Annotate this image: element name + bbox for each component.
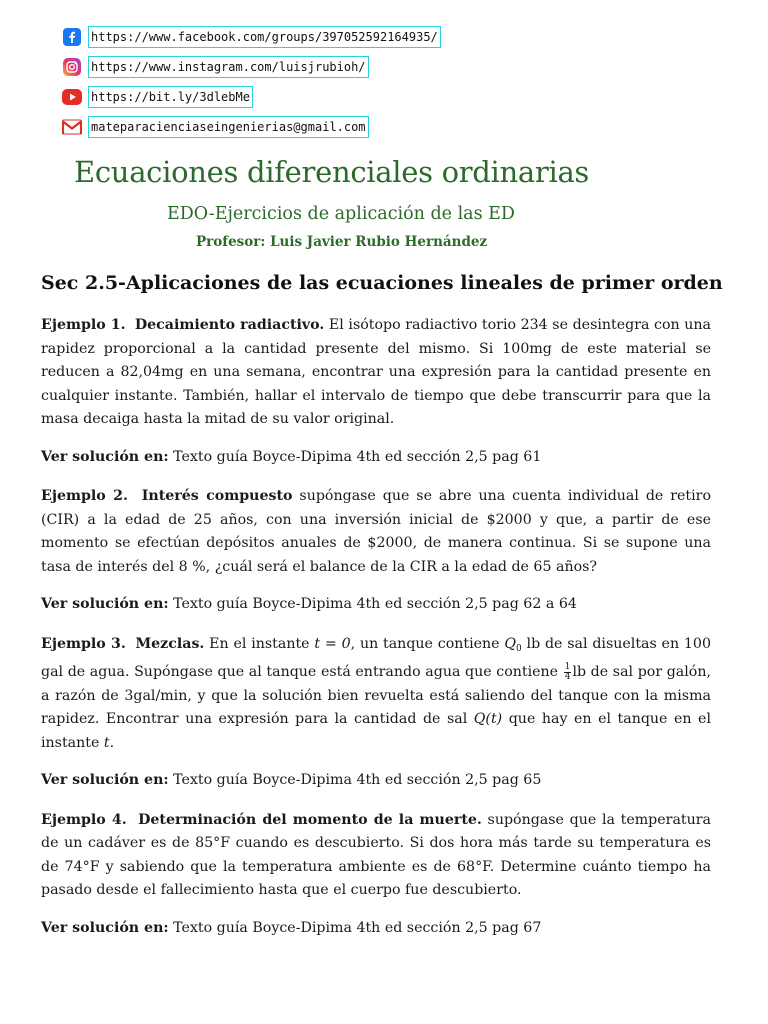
- math-t-zero: t = 0: [314, 635, 351, 652]
- example-1: [41, 314, 711, 432]
- instagram-link-row: [62, 52, 441, 82]
- math-t: t: [103, 734, 110, 751]
- instagram-icon: [62, 57, 82, 77]
- example-label: Ejemplo 3.: [41, 635, 126, 652]
- section-title: Sec 2.5-Aplicaciones de las ecuaciones lineales de primer orden: [41, 272, 723, 294]
- math-q-subscript: 0: [516, 643, 522, 654]
- example-text: .: [109, 734, 115, 751]
- gmail-link-row: [62, 112, 441, 142]
- example-label: Ejemplo 2.: [41, 488, 128, 504]
- solution-ref-1: [41, 446, 711, 470]
- facebook-icon: [62, 27, 82, 47]
- youtube-icon: [62, 87, 82, 107]
- example-name: Mezclas.: [135, 635, 205, 652]
- example-text: , un tanque contiene: [350, 635, 505, 652]
- facebook-link-row: [62, 22, 441, 52]
- instagram-link[interactable]: https://www.instagram.com/luisjrubioh/: [88, 56, 369, 78]
- fraction-numerator: 1: [564, 661, 571, 672]
- ref-label: Ver solución en:: [41, 772, 169, 788]
- teacher-name: Profesor: Luis Javier Rubio Hernández: [196, 234, 488, 250]
- ref-text: Texto guía Boyce-Dipima 4th ed sección 2,5 pag 62 a 64: [168, 596, 577, 612]
- page-subtitle: EDO-Ejercicios de aplicación de las ED: [167, 204, 515, 224]
- ref-label: Ver solución en:: [41, 596, 169, 612]
- example-text: supóngase que se abre una cuenta individual de retiro (CIR) a la edad de 25 años, con una inversión inicial de $2000 y que, a partir de ese momento se efectúan depósitos anuales de $2000, de manera continua. Si se supone una tasa de interés del 8 %, ¿cuál será el balance de la CIR a la edad de 65 años?: [41, 488, 711, 575]
- fraction-denominator: 4: [564, 671, 571, 682]
- example-2: [41, 485, 711, 579]
- example-text: supóngase que la temperatura de un cadáver es de 85°F cuando es descubierto. Si dos hora más tarde su temperatura es de 74°F y sabiendo que la temperatura ambiente es de 68°F. Determine cuánto tiempo ha pasado desde el fallecimiento hasta que el cuerpo fue descubierto.: [41, 811, 711, 898]
- ref-label: Ver solución en:: [41, 448, 169, 465]
- math-q: Q: [504, 635, 516, 652]
- example-text: que hay en el tanque en el instante: [41, 711, 711, 751]
- solution-ref-2: [41, 593, 711, 617]
- solution-ref-3: [41, 769, 711, 793]
- example-text: En el instante: [204, 635, 315, 652]
- example-text: lb de sal por galón, a razón de 3gal/min, y que la solución bien revuelta está saliendo del tanque con la misma rapidez. Encontrar una expresión para la cantidad de sal: [41, 664, 711, 727]
- ref-text: Texto guía Boyce-Dipima 4th ed sección 2,5 pag 61: [168, 448, 542, 465]
- example-4: [41, 809, 711, 903]
- example-text: lb de sal disueltas en 100 gal de agua. Supóngase que al tanque está entrando agua que contiene: [41, 635, 711, 680]
- ref-label: Ver solución en:: [41, 919, 169, 936]
- social-links: [62, 22, 441, 142]
- facebook-link[interactable]: https://www.facebook.com/groups/397052592164935/: [88, 26, 441, 48]
- youtube-link-row: [62, 82, 441, 112]
- page-title: Ecuaciones diferenciales ordinarias: [74, 155, 590, 189]
- example-3: [41, 633, 711, 756]
- example-label: Ejemplo 4.: [41, 811, 127, 828]
- gmail-icon: [62, 117, 82, 137]
- examples-content: [41, 314, 711, 956]
- ref-text: Texto guía Boyce-Dipima 4th ed sección 2,5 pag 65: [168, 772, 542, 788]
- solution-ref-4: [41, 917, 711, 941]
- example-text: El isótopo radiactivo torio 234 se desintegra con una rapidez proporcional a la cantidad presente del mismo. Si 100mg de este material se reducen a 82,04mg en una semana, encontrar una expresión para la cantidad presente en cualquier instante. También, hallar el intervalo de tiempo que debe transcurrir para que la masa decaiga hasta la mitad de su valor original.: [41, 317, 712, 427]
- example-name: Determinación del momento de la muerte.: [138, 811, 482, 828]
- gmail-link[interactable]: mateparacienciaseingenierias@gmail.com: [88, 116, 369, 138]
- example-label: Ejemplo 1.: [41, 317, 126, 333]
- math-q-of-t: Q(t): [473, 711, 503, 727]
- ref-text: Texto guía Boyce-Dipima 4th ed sección 2,5 pag 67: [168, 919, 542, 936]
- youtube-link[interactable]: https://bit.ly/3dlebMe: [88, 86, 253, 108]
- fraction-one-quarter: [564, 663, 572, 682]
- example-name: Decaimiento radiactivo.: [134, 317, 325, 333]
- example-name: Interés compuesto: [141, 488, 293, 504]
